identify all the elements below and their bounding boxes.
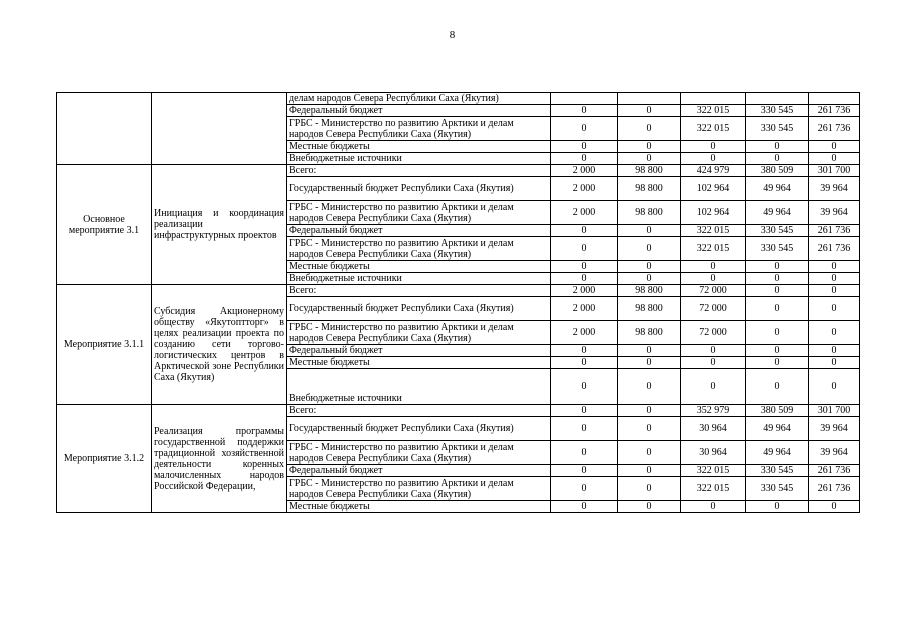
amount-cell: 0: [681, 153, 746, 165]
funding-source-cell: Внебюджетные источники: [287, 153, 551, 165]
budget-table-body: [57, 93, 860, 513]
measure-description-cell: [152, 93, 287, 165]
amount-cell: 0: [551, 237, 618, 261]
amount-cell: 0: [618, 261, 681, 273]
amount-cell: 0: [809, 369, 860, 405]
amount-cell: 330 545: [746, 225, 809, 237]
amount-cell: [809, 93, 860, 105]
amount-cell: 98 800: [618, 285, 681, 297]
amount-cell: 0: [681, 345, 746, 357]
amount-cell: 0: [551, 345, 618, 357]
amount-cell: 0: [681, 369, 746, 405]
amount-cell: 0: [551, 273, 618, 285]
amount-cell: 0: [618, 369, 681, 405]
amount-cell: 322 015: [681, 105, 746, 117]
amount-cell: 0: [618, 345, 681, 357]
amount-cell: 39 964: [809, 417, 860, 441]
amount-cell: 49 964: [746, 177, 809, 201]
amount-cell: 98 800: [618, 177, 681, 201]
amount-cell: 39 964: [809, 201, 860, 225]
amount-cell: 330 545: [746, 117, 809, 141]
amount-cell: 49 964: [746, 417, 809, 441]
amount-cell: 0: [809, 141, 860, 153]
funding-source-cell: Внебюджетные источники: [287, 369, 551, 405]
amount-cell: 0: [746, 357, 809, 369]
amount-cell: [681, 93, 746, 105]
amount-cell: 261 736: [809, 465, 860, 477]
funding-source-cell: Федеральный бюджет: [287, 105, 551, 117]
amount-cell: 72 000: [681, 297, 746, 321]
amount-cell: 0: [551, 105, 618, 117]
amount-cell: 0: [618, 141, 681, 153]
amount-cell: 0: [618, 105, 681, 117]
amount-cell: 98 800: [618, 201, 681, 225]
amount-cell: 0: [551, 225, 618, 237]
amount-cell: 0: [681, 273, 746, 285]
amount-cell: 0: [618, 357, 681, 369]
table-row: [57, 93, 860, 105]
amount-cell: 0: [746, 369, 809, 405]
amount-cell: 30 964: [681, 417, 746, 441]
amount-cell: 0: [746, 501, 809, 513]
amount-cell: 0: [551, 369, 618, 405]
funding-source-cell: ГРБС - Министерство по развитию Арктики и делам народов Севера Республики Саха (Якутия): [287, 117, 551, 141]
amount-cell: 0: [618, 441, 681, 465]
amount-cell: 0: [809, 273, 860, 285]
amount-cell: 0: [746, 141, 809, 153]
amount-cell: 0: [809, 285, 860, 297]
measure-description-cell: Инициация и координация реализации инфраструктурных проектов: [152, 165, 287, 285]
measure-description-cell: Реализация программы государственной поддержки традиционной хозяйственной деятельности коренных малочисленных народов Российской Федерации,: [152, 405, 287, 513]
amount-cell: 380 509: [746, 165, 809, 177]
amount-cell: [618, 93, 681, 105]
amount-cell: 0: [746, 297, 809, 321]
funding-source-cell: Государственный бюджет Республики Саха (Якутия): [287, 177, 551, 201]
amount-cell: 261 736: [809, 105, 860, 117]
amount-cell: 0: [746, 153, 809, 165]
table-row: [57, 405, 860, 417]
amount-cell: 0: [809, 345, 860, 357]
funding-source-cell: Местные бюджеты: [287, 141, 551, 153]
amount-cell: 322 015: [681, 465, 746, 477]
amount-cell: 0: [618, 465, 681, 477]
amount-cell: 98 800: [618, 321, 681, 345]
measure-description-cell: Субсидия Акционерному обществу «Якутоптторг» в целях реализации проекта по созданию сети торгово-логистических центров в Арктической зоне Республики Саха (Якутия): [152, 285, 287, 405]
amount-cell: 0: [681, 357, 746, 369]
amount-cell: 0: [618, 273, 681, 285]
amount-cell: 322 015: [681, 237, 746, 261]
funding-source-cell: Местные бюджеты: [287, 261, 551, 273]
amount-cell: 0: [809, 357, 860, 369]
amount-cell: 0: [809, 297, 860, 321]
funding-source-cell: Всего:: [287, 405, 551, 417]
amount-cell: 261 736: [809, 225, 860, 237]
amount-cell: 2 000: [551, 321, 618, 345]
funding-source-cell: ГРБС - Министерство по развитию Арктики и делам народов Севера Республики Саха (Якутия): [287, 201, 551, 225]
amount-cell: 352 979: [681, 405, 746, 417]
table-row: [57, 285, 860, 297]
amount-cell: 0: [618, 237, 681, 261]
page-number: 8: [449, 29, 456, 41]
amount-cell: 322 015: [681, 117, 746, 141]
amount-cell: 322 015: [681, 477, 746, 501]
amount-cell: 0: [746, 285, 809, 297]
amount-cell: 261 736: [809, 237, 860, 261]
table-row: [57, 165, 860, 177]
amount-cell: 0: [551, 153, 618, 165]
amount-cell: 0: [551, 405, 618, 417]
amount-cell: 0: [551, 501, 618, 513]
amount-cell: 330 545: [746, 105, 809, 117]
amount-cell: 98 800: [618, 297, 681, 321]
amount-cell: 0: [618, 405, 681, 417]
amount-cell: 30 964: [681, 441, 746, 465]
amount-cell: 39 964: [809, 177, 860, 201]
funding-source-cell: ГРБС - Министерство по развитию Арктики и делам народов Севера Республики Саха (Якутия): [287, 477, 551, 501]
amount-cell: 330 545: [746, 477, 809, 501]
measure-name-cell: [57, 93, 152, 165]
amount-cell: [746, 93, 809, 105]
amount-cell: 0: [809, 321, 860, 345]
amount-cell: 0: [809, 153, 860, 165]
funding-source-cell: ГРБС - Министерство по развитию Арктики и делам народов Севера Республики Саха (Якутия): [287, 237, 551, 261]
funding-source-cell: Местные бюджеты: [287, 501, 551, 513]
amount-cell: 0: [551, 141, 618, 153]
amount-cell: 261 736: [809, 117, 860, 141]
measure-name-cell: Мероприятие 3.1.1: [57, 285, 152, 405]
amount-cell: 330 545: [746, 465, 809, 477]
amount-cell: 424 979: [681, 165, 746, 177]
amount-cell: 0: [551, 465, 618, 477]
funding-source-cell: ГРБС - Министерство по развитию Арктики и делам народов Севера Республики Саха (Якутия): [287, 441, 551, 465]
amount-cell: 72 000: [681, 285, 746, 297]
amount-cell: 49 964: [746, 201, 809, 225]
amount-cell: 322 015: [681, 225, 746, 237]
amount-cell: 0: [551, 417, 618, 441]
amount-cell: 102 964: [681, 201, 746, 225]
amount-cell: 0: [746, 345, 809, 357]
funding-source-cell: делам народов Севера Республики Саха (Якутия): [287, 93, 551, 105]
amount-cell: 301 700: [809, 405, 860, 417]
measure-name-cell: Мероприятие 3.1.2: [57, 405, 152, 513]
amount-cell: 2 000: [551, 165, 618, 177]
amount-cell: 39 964: [809, 441, 860, 465]
funding-source-cell: ГРБС - Министерство по развитию Арктики и делам народов Севера Республики Саха (Якутия): [287, 321, 551, 345]
amount-cell: [551, 93, 618, 105]
amount-cell: 0: [618, 153, 681, 165]
amount-cell: 0: [809, 261, 860, 273]
amount-cell: 301 700: [809, 165, 860, 177]
amount-cell: 380 509: [746, 405, 809, 417]
amount-cell: 261 736: [809, 477, 860, 501]
amount-cell: 0: [551, 261, 618, 273]
amount-cell: 0: [618, 501, 681, 513]
amount-cell: 2 000: [551, 285, 618, 297]
amount-cell: 330 545: [746, 237, 809, 261]
amount-cell: 0: [681, 261, 746, 273]
amount-cell: 0: [809, 501, 860, 513]
amount-cell: 98 800: [618, 165, 681, 177]
measure-name-cell: Основное мероприятие 3.1: [57, 165, 152, 285]
amount-cell: 0: [551, 441, 618, 465]
funding-source-cell: Всего:: [287, 285, 551, 297]
funding-source-cell: Федеральный бюджет: [287, 225, 551, 237]
amount-cell: 102 964: [681, 177, 746, 201]
funding-source-cell: Федеральный бюджет: [287, 465, 551, 477]
amount-cell: 2 000: [551, 177, 618, 201]
funding-source-cell: Внебюджетные источники: [287, 273, 551, 285]
amount-cell: 2 000: [551, 297, 618, 321]
funding-source-cell: Всего:: [287, 165, 551, 177]
amount-cell: 0: [746, 321, 809, 345]
amount-cell: 0: [681, 501, 746, 513]
funding-source-cell: Местные бюджеты: [287, 357, 551, 369]
amount-cell: 2 000: [551, 201, 618, 225]
amount-cell: 49 964: [746, 441, 809, 465]
amount-cell: 0: [618, 225, 681, 237]
funding-source-cell: Государственный бюджет Республики Саха (Якутия): [287, 297, 551, 321]
amount-cell: 0: [618, 117, 681, 141]
funding-source-cell: Государственный бюджет Республики Саха (Якутия): [287, 417, 551, 441]
amount-cell: 0: [618, 417, 681, 441]
amount-cell: 0: [551, 357, 618, 369]
amount-cell: 0: [681, 141, 746, 153]
amount-cell: 0: [746, 261, 809, 273]
amount-cell: 0: [746, 273, 809, 285]
amount-cell: 0: [618, 477, 681, 501]
funding-source-cell: Федеральный бюджет: [287, 345, 551, 357]
amount-cell: 0: [551, 117, 618, 141]
amount-cell: 72 000: [681, 321, 746, 345]
amount-cell: 0: [551, 477, 618, 501]
budget-table: [56, 92, 860, 513]
